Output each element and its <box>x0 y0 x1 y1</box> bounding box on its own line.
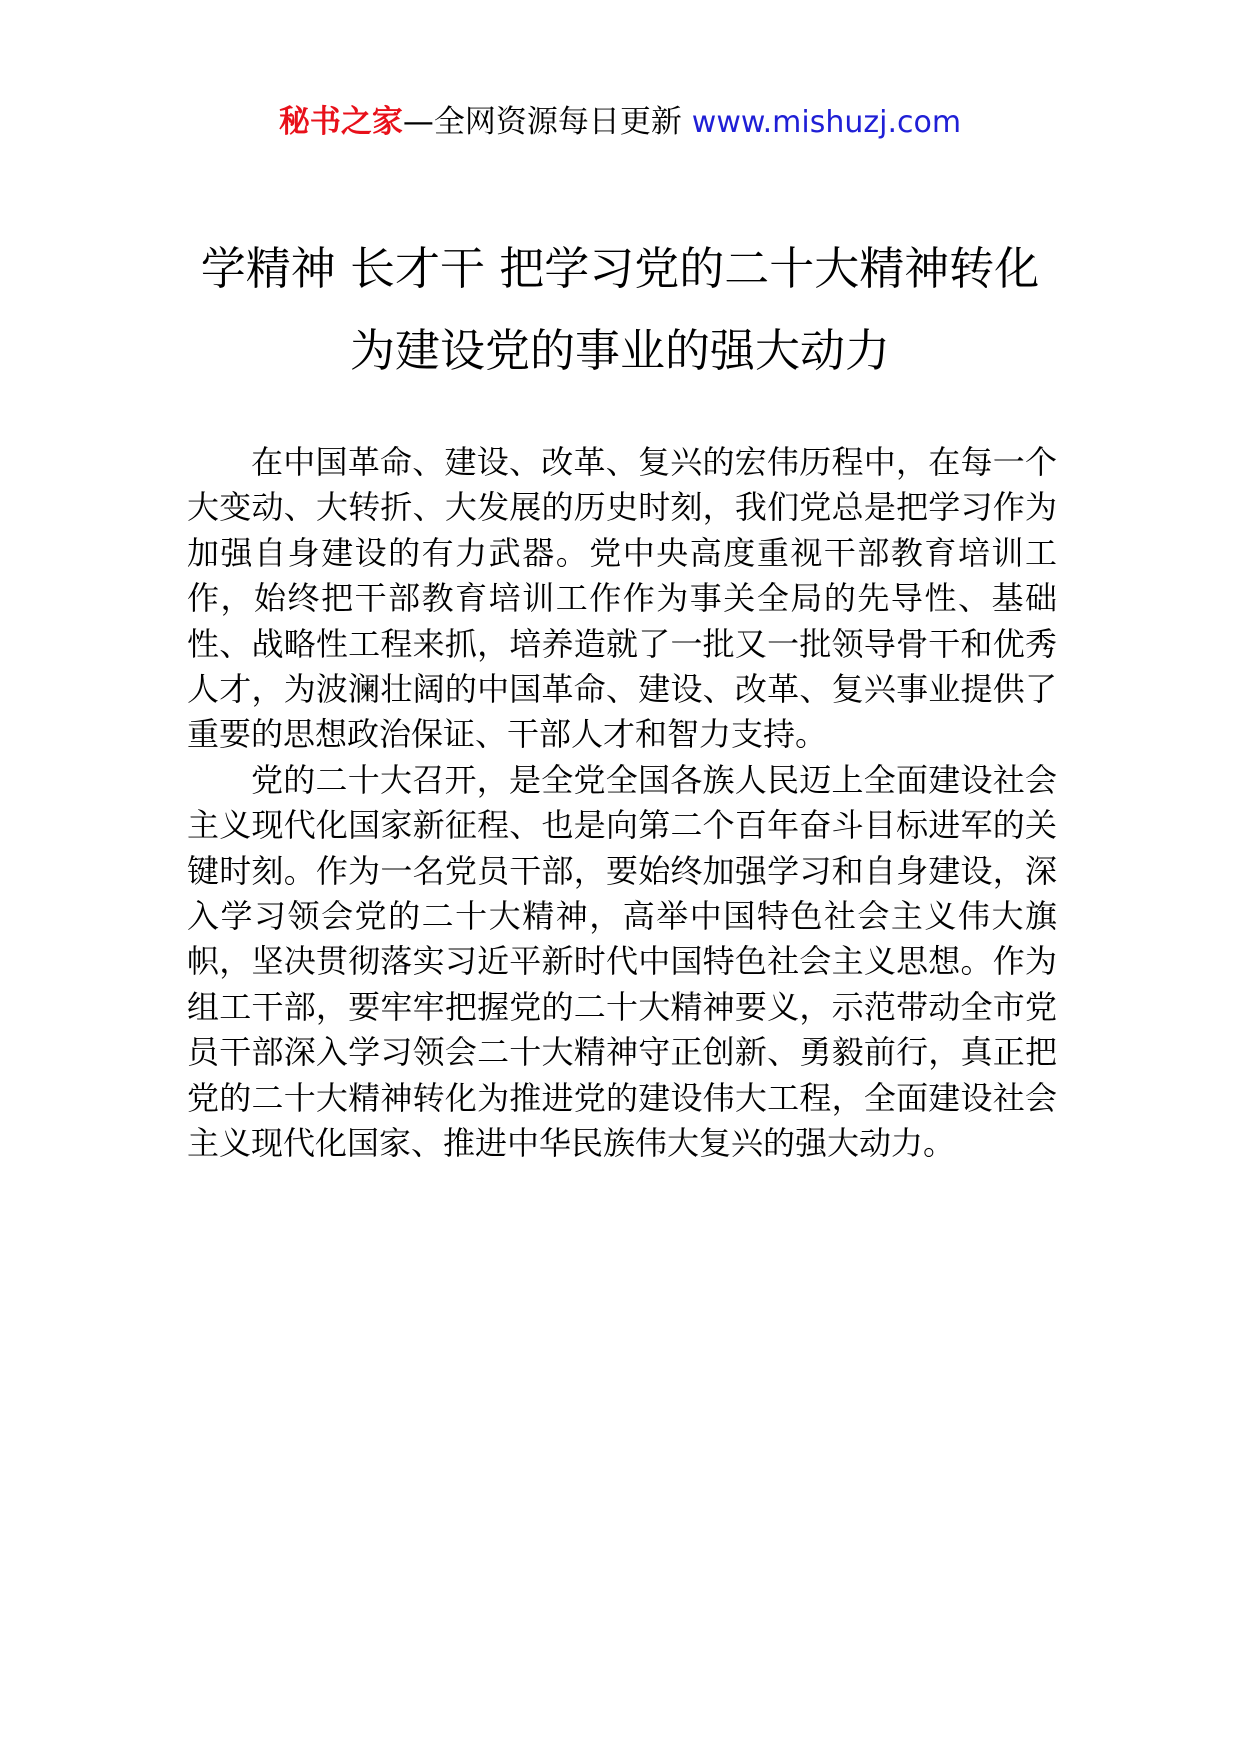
title-line-2: 为建设党的事业的强大动力 <box>349 324 890 377</box>
document-title <box>150 228 1090 392</box>
title-line-1: 学精神 长才干 把学习党的二十大精神转化 <box>200 242 1040 295</box>
watermark-header <box>0 100 1240 145</box>
brand-name: 秘书之家 <box>278 104 403 140</box>
paragraph-2: 党的二十大召开，是全党全国各族人民迈上全面建设社会主义现代化国家新征程、也是向第二个百年奋斗目标进军的关键时刻。作为一名党员干部，要始终加强学习和自身建设，深入学习领会党的二十大精神，高举中国特色社会主义伟大旗帜，坚决贯彻落实习近平新时代中国特色社会主义思想。作为组工干部，要牢牢把握党的二十大精神要义，示范带动全市党员干部深入学习领会二十大精神守正创新、勇毅前行，真正把党的二十大精神转化为推进党的建设伟大工程，全面建设社会主义现代化国家、推进中华民族伟大复兴的强大动力。 <box>187 760 1057 1163</box>
brand-slogan: —全网资源每日更新 <box>402 104 692 140</box>
site-url-link[interactable]: www.mishuzj.com <box>691 105 962 140</box>
document-body <box>187 440 1057 1167</box>
paragraph-1: 在中国革命、建设、改革、复兴的宏伟历程中，在每一个大变动、大转折、大发展的历史时刻，我们党总是把学习作为加强自身建设的有力武器。党中央高度重视干部教育培训工作，始终把干部教育培训工作作为事关全局的先导性、基础性、战略性工程来抓，培养造就了一批又一批领导骨干和优秀人才，为波澜壮阔的中国革命、建设、改革、复兴事业提供了重要的思想政治保证、干部人才和智力支持。 <box>187 443 1057 754</box>
